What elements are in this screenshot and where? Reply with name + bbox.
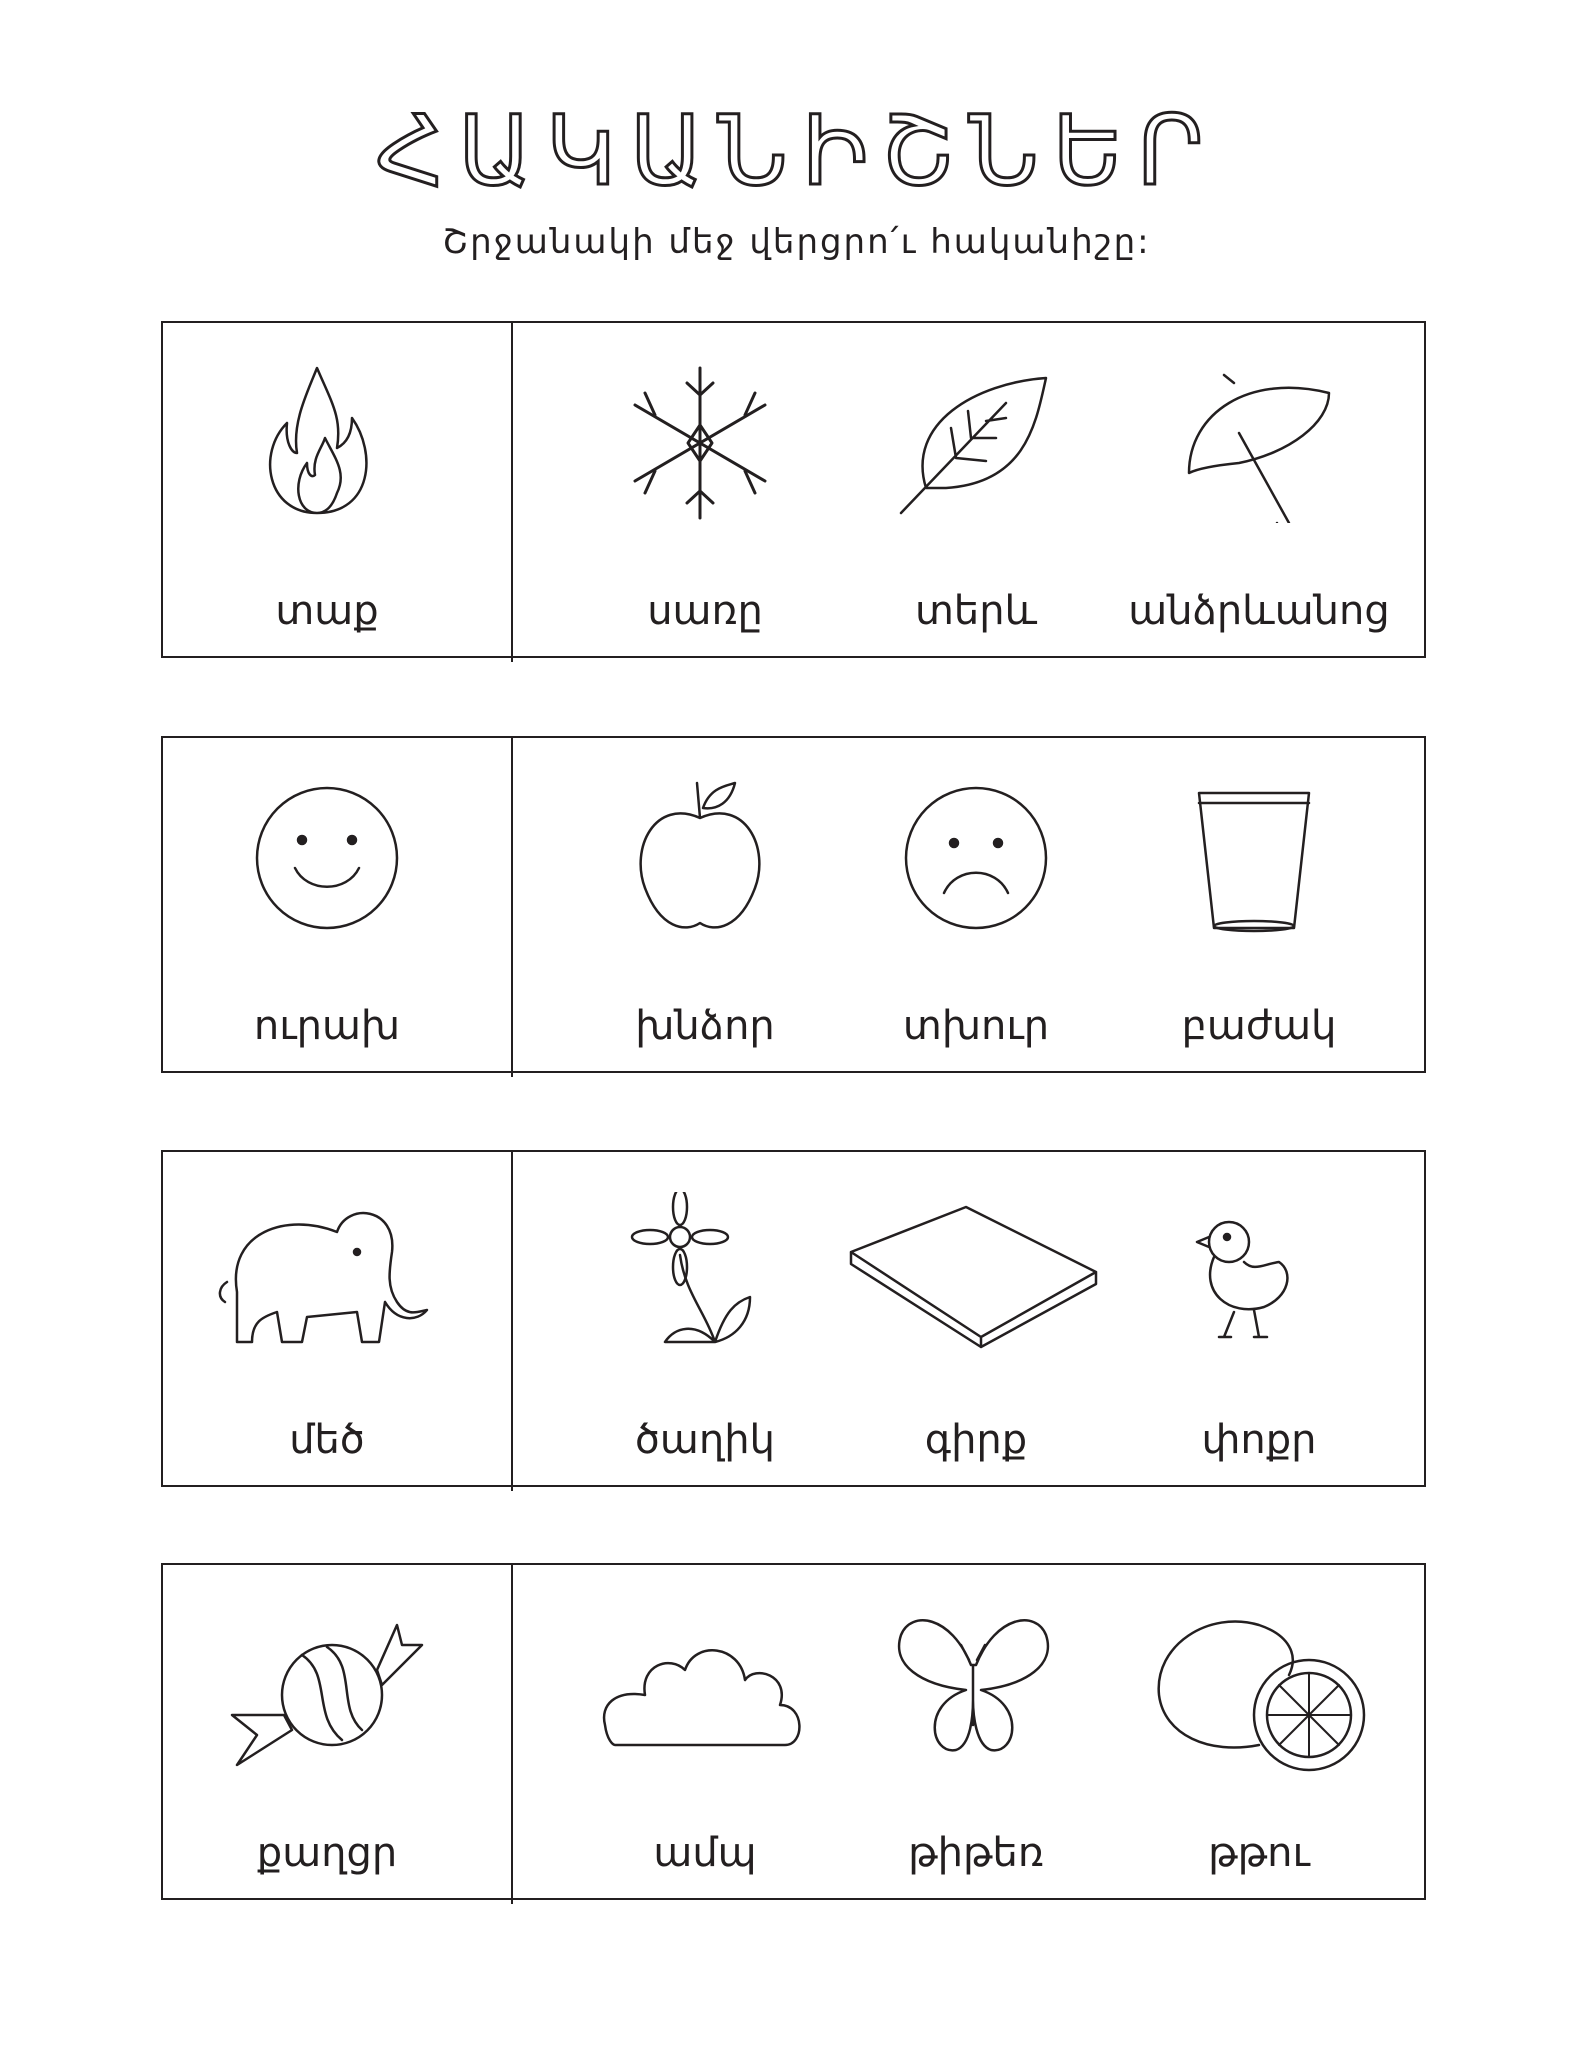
apple-icon (625, 778, 785, 938)
answer-option[interactable] (846, 323, 1106, 656)
elephant-icon (217, 1192, 437, 1352)
answer-option[interactable] (846, 1152, 1106, 1485)
answer-option[interactable] (575, 1152, 835, 1485)
happy-face-icon (247, 778, 407, 938)
instructions: Շրջանակի մեջ վերցրո՛ւ հականիշը: (442, 222, 1151, 262)
answer-option[interactable] (575, 738, 835, 1071)
word-label: ծաղիկ (635, 1417, 775, 1463)
pair-row (161, 736, 1426, 1073)
sad-face-icon (896, 778, 1056, 938)
target-word (197, 738, 457, 1071)
answer-option[interactable] (846, 1565, 1106, 1898)
word-label: քաղցր (256, 1830, 398, 1876)
page-title: ՀԱԿԱՆԻՇՆԵՐ (375, 95, 1218, 207)
divider (511, 1150, 513, 1491)
word-label: ամպ (653, 1830, 757, 1876)
word-label: մեծ (289, 1417, 365, 1463)
answer-option[interactable] (846, 738, 1106, 1071)
answer-option[interactable] (1129, 1565, 1389, 1898)
word-label: սառը (647, 588, 763, 634)
word-label: տաք (275, 588, 379, 634)
candy-icon (222, 1605, 432, 1775)
answer-option[interactable] (1129, 738, 1389, 1071)
word-label: անձրևանոց (1128, 588, 1390, 634)
lemon-icon (1149, 1605, 1369, 1775)
fire-icon (247, 363, 407, 523)
target-word (197, 1565, 457, 1898)
answer-option[interactable] (575, 1565, 835, 1898)
cloud-icon (595, 1605, 815, 1765)
snowflake-icon (625, 363, 785, 523)
glass-icon (1179, 778, 1339, 938)
answer-option[interactable] (1129, 323, 1389, 656)
flower-icon (625, 1192, 785, 1352)
chick-icon (1179, 1192, 1339, 1352)
pair-row (161, 321, 1426, 658)
word-label: ուրախ (253, 1003, 401, 1049)
word-label: թթու (1208, 1830, 1310, 1876)
pair-row (161, 1563, 1426, 1900)
divider (511, 736, 513, 1077)
word-label: տերև (914, 588, 1038, 634)
leaf-icon (896, 363, 1056, 523)
butterfly-icon (881, 1605, 1071, 1765)
target-word (197, 323, 457, 656)
answer-option[interactable] (1129, 1152, 1389, 1485)
word-label: գիրք (924, 1417, 1028, 1463)
pair-row (161, 1150, 1426, 1487)
answer-option[interactable] (575, 323, 835, 656)
word-label: փոքր (1201, 1417, 1317, 1463)
divider (511, 321, 513, 662)
word-label: թիթեռ (908, 1830, 1044, 1876)
word-label: տխուր (902, 1003, 1050, 1049)
word-label: խնձոր (635, 1003, 775, 1049)
word-label: բաժակ (1181, 1003, 1337, 1049)
book-icon (846, 1192, 1106, 1362)
divider (511, 1563, 513, 1904)
umbrella-icon (1179, 363, 1339, 523)
target-word (197, 1152, 457, 1485)
